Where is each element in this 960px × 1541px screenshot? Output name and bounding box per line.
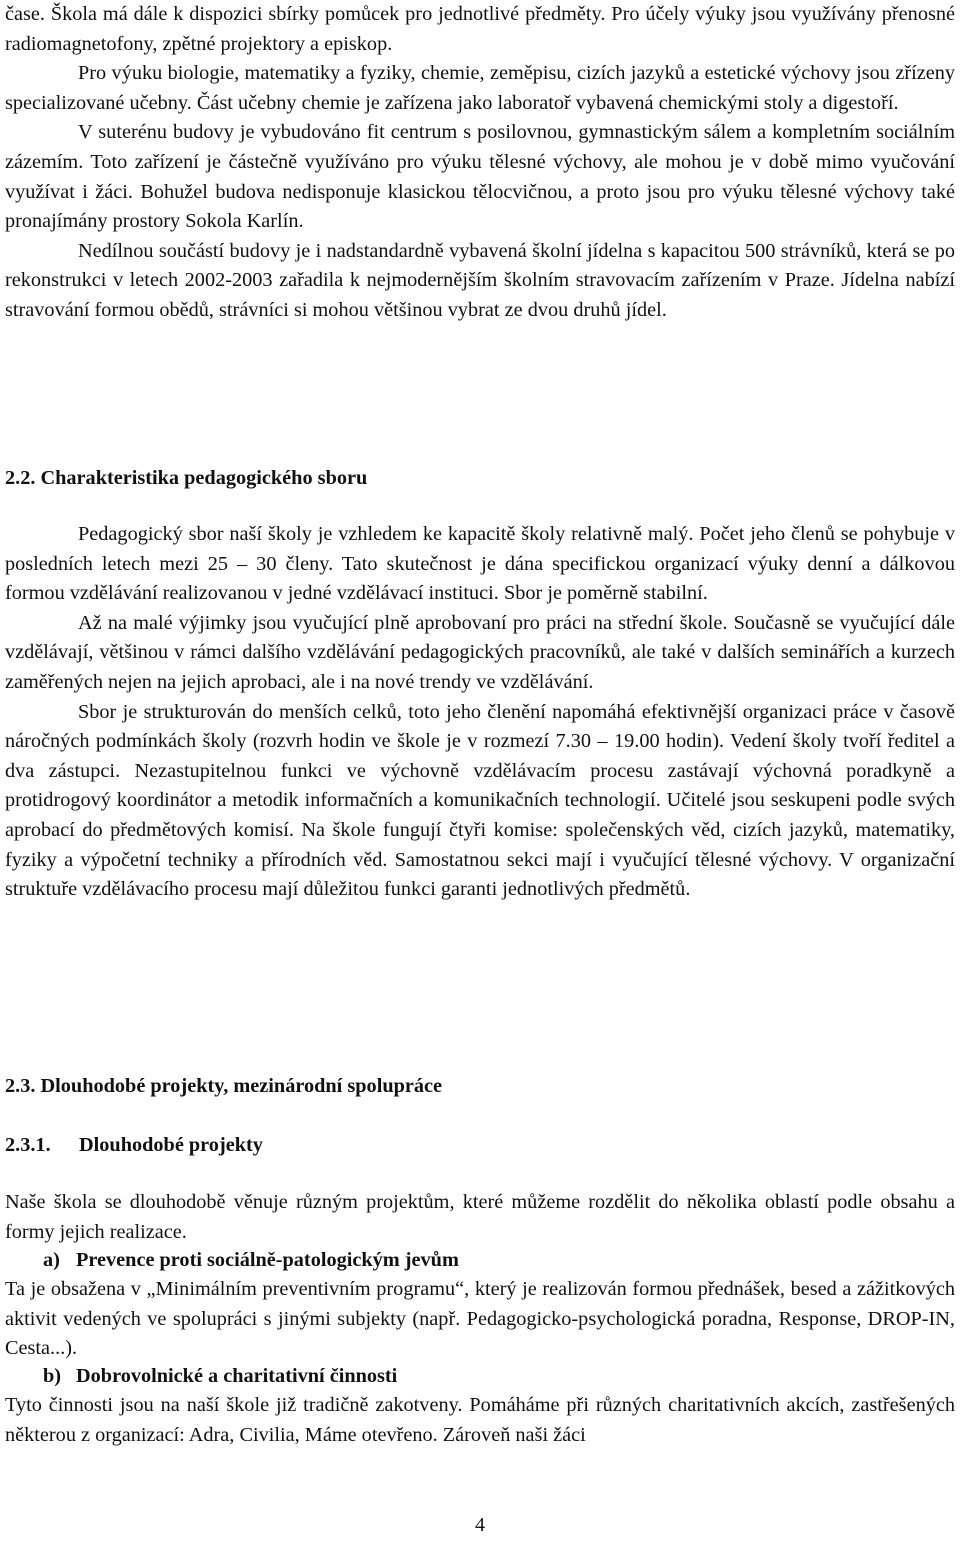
paragraph-fitness-center: V suterénu budovy je vybudováno fit centrum s posilovnou, gymnastickým sálem a kompletním sociálním zázemím. Toto zařízení je částečně využíváno pro výuku tělesné výchovy, ale mohou je v době mimo vyučování využívat i žáci. Bohužel budova nedisponuje klasickou tělocvičnou, a proto jsou pro výuku tělesné výchovy také pronajímány prostory Sokola Karlín.: [5, 121, 955, 233]
staff-text: [5, 520, 955, 905]
paragraph-specialized-classrooms: Pro výuku biologie, matematiky a fyziky, chemie, zeměpisu, cizích jazyků a estetické výchovy jsou zřízeny specializované učebny. Část učebny chemie je zařízena jako laboratoř vybavená chemickými stoly a digestoří.: [5, 62, 955, 114]
section-heading-2-3-1: [5, 1131, 263, 1161]
paragraph-staff-qualification: Až na malé výjimky jsou vyučující plně aprobovaní pro práci na střední škole. Současně se vyučující dále vzdělávají, většinou v rámci dalšího vzdělávání pedagogických pracovníků, ale také v dalších seminářích a kurzech zaměřených nejen na jejich aprobaci, ale i na nové trendy ve vzdělávání.: [5, 611, 955, 693]
subheading-title: Dobrovolnické a charitativní činnosti: [76, 1365, 398, 1387]
section-title: Dlouhodobé projekty: [79, 1134, 263, 1156]
paragraph-prevention: Ta je obsažena v „Minimálním preventivním programu“, který je realizován formou přednášek, besed a zážitkových aktivit vedených ve spolupráci s jinými subjekty (např. Pedagogicko-psychologická poradna, Response, DROP-IN, Cesta...).: [5, 1278, 955, 1360]
subheading-b: [5, 1362, 397, 1392]
subheading-title: Prevence proti sociálně-patologickým jevům: [76, 1249, 459, 1271]
page-number: 4: [475, 1514, 485, 1536]
section-heading-2-2: 2.2. Charakteristika pedagogického sboru: [5, 467, 368, 489]
section-number: 2.3.1.: [5, 1134, 51, 1156]
section-heading-2-3: 2.3. Dlouhodobé projekty, mezinárodní spolupráce: [5, 1075, 443, 1097]
paragraph-school-canteen: Nedílnou součástí budovy je i nadstandardně vybavená školní jídelna s kapacitou 500 strávníků, která se po rekonstrukci v letech 2002-2003 zařadila k nejmodernějším školním stravovacím zařízením v Praze. Jídelna nabízí stravování formou obědů, strávníci si mohou většinou vybrat ze dvou druhů jídel.: [5, 239, 955, 321]
subheading-a: [5, 1246, 459, 1276]
paragraph-volunteering: Tyto činnosti jsou na naší škole již tradičně zakotveny. Pomáháme při různých charitativních akcích, zastřešených některou z organizací: Adra, Civilia, Máme otevřeno. Zároveň naši žáci: [5, 1394, 955, 1446]
paragraph-teaching-aids: čase. Škola má dále k dispozici sbírky pomůcek pro jednotlivé předměty. Pro účely výuky jsou využívány přenosné radiomagnetofony, zpětné projektory a episkop.: [5, 3, 955, 55]
paragraph-staff-structure: Sbor je strukturován do menších celků, toto jeho členění napomáhá efektivnější organizaci práce v časově náročných podmínkách školy (rozvrh hodin ve škole je v rozmezí 7.30 – 19.00 hodin). Vedení školy tvoří ředitel a dva zástupci. Nezastupitelnou funkci ve výchovně vzdělávacím procesu zastávají výchovná poradkyně a protidrogový koordinátor a metodik informačních a komunikačních technologií. Učitelé jsou seskupeni podle svých aprobací do předmětových komisí. Na škole fungují čtyři komise: společenských věd, cizích jazyků, matematiky, fyziky a výpočetní techniky a přírodních věd. Samostatnou sekci mají i vyučující tělesné výchovy. V organizační struktuře vzdělávacího procesu mají důležitou funkci garanti jednotlivých předmětů.: [5, 700, 955, 901]
paragraph-staff-size: Pedagogický sbor naší školy je vzhledem ke kapacitě školy relativně malý. Počet jeho členů se pohybuje v posledních letech mezi 25 – 30 členy. Tato skutečnost je dána specifickou organizací výuky denní a dálkovou formou vzdělávání realizovanou v jedné vzdělávací instituci. Sbor je poměrně stabilní.: [5, 523, 955, 605]
subheading-letter: a): [43, 1249, 60, 1271]
projects-intro: [5, 1188, 955, 1247]
subheading-letter: b): [43, 1365, 62, 1387]
prevention-text: [5, 1275, 955, 1364]
volunteering-text: [5, 1391, 955, 1450]
paragraph-projects-intro: Naše škola se dlouhodobě věnuje různým projektům, které můžeme rozdělit do několika oblastí podle obsahu a formy jejich realizace.: [5, 1191, 955, 1243]
facilities-text: [5, 0, 955, 326]
